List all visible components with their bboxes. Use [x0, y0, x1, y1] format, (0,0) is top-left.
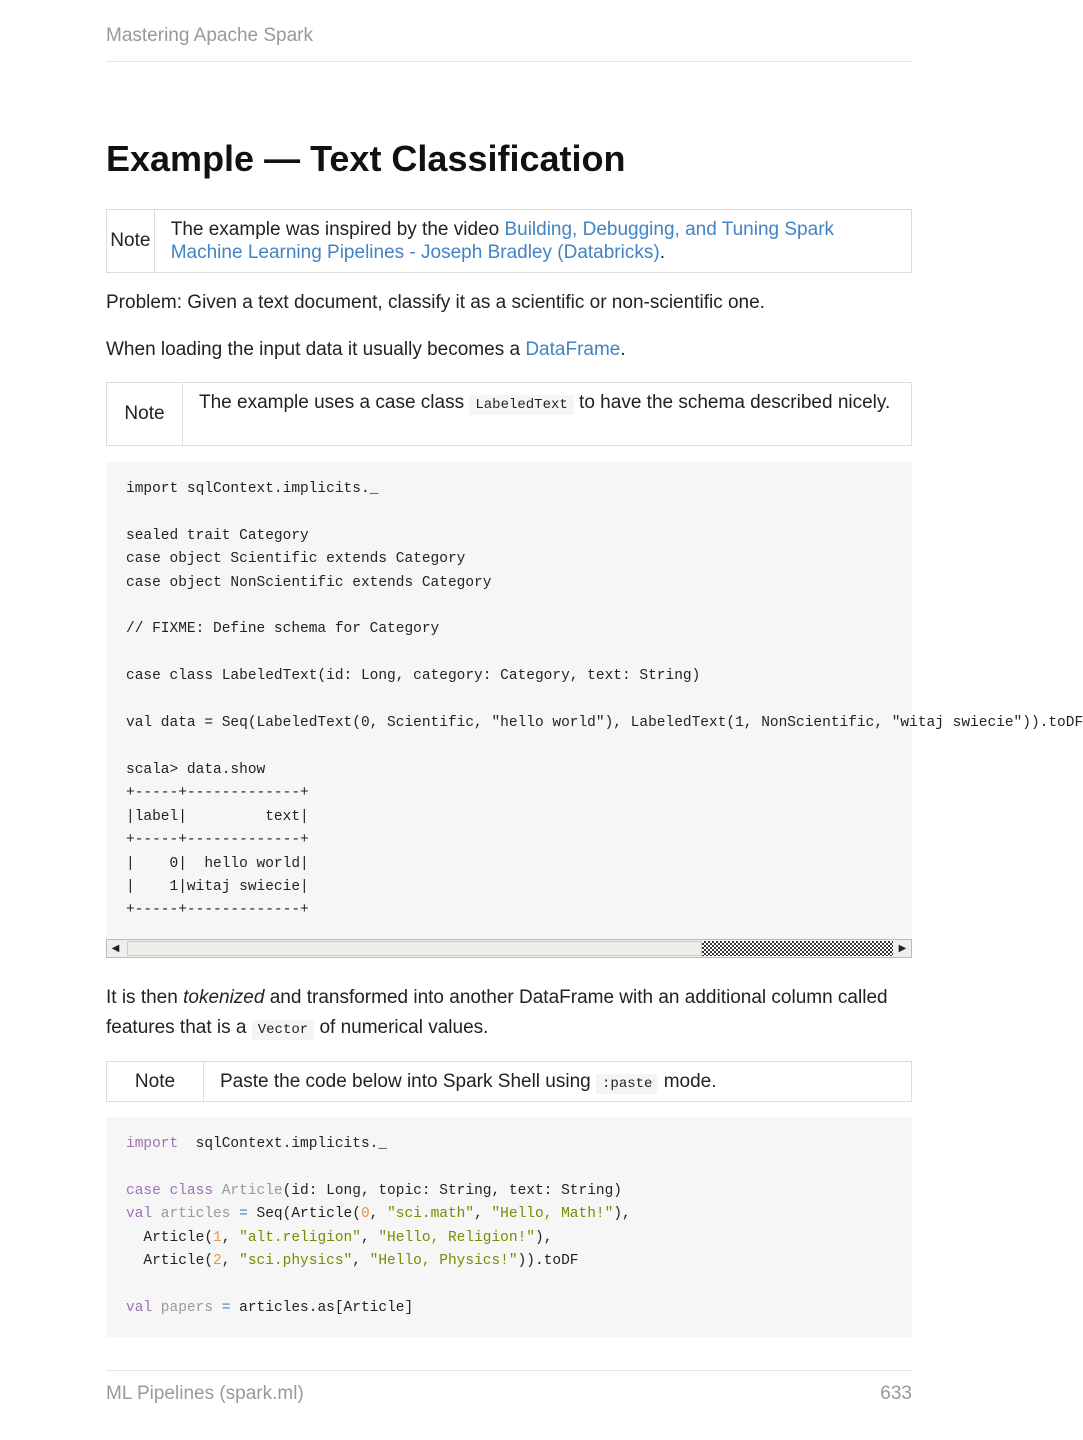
scroll-right-arrow-icon[interactable]: ▶ [894, 940, 911, 957]
code-token: "sci.physics" [239, 1253, 353, 1270]
code-token: , [221, 1253, 240, 1270]
code-token: "sci.math" [387, 1206, 475, 1223]
code-token: , [352, 1253, 370, 1270]
code-token: )).toDF [517, 1253, 579, 1270]
code-line [126, 1227, 892, 1250]
note-label: Note [107, 210, 155, 272]
text: of numerical values. [314, 1017, 489, 1038]
note-body [183, 383, 906, 445]
tokenized-paragraph [106, 983, 912, 1045]
inline-code: LabeledText [469, 395, 573, 415]
note-text-end: . [659, 242, 665, 263]
code-token: Article( [126, 1253, 214, 1270]
code-line [126, 1156, 892, 1179]
page-number: 633 [880, 1383, 912, 1404]
code-token: Article [213, 1182, 283, 1199]
code-token: = [239, 1206, 248, 1223]
note-label: Note [107, 383, 183, 445]
code-token: ), [613, 1206, 631, 1223]
text: . [620, 339, 626, 360]
code-token: papers [152, 1299, 222, 1316]
note-body [155, 210, 911, 272]
code-block-1 [106, 462, 1083, 939]
code-token: "Hello, Math!" [491, 1206, 614, 1223]
code-token: , [360, 1229, 379, 1246]
dataframe-link[interactable]: DataFrame [525, 339, 621, 360]
code-token: Article( [126, 1229, 214, 1246]
chapter-name: ML Pipelines (spark.ml) [106, 1383, 304, 1404]
code-line [126, 1133, 892, 1156]
running-header: Mastering Apache Spark [106, 25, 912, 62]
code-token: "Hello, Physics!" [369, 1253, 518, 1270]
text: Paste the code below into Spark Shell using [220, 1071, 597, 1092]
code-token: = [221, 1299, 231, 1316]
code-token: , [221, 1229, 240, 1246]
code-token: , [474, 1206, 492, 1223]
note-labeledtext [106, 382, 912, 446]
code-line [126, 1180, 892, 1203]
scrollbar-thumb[interactable] [127, 941, 702, 956]
page-title: Example — Text Classification [106, 138, 626, 179]
code-token: articles.as[Article] [230, 1299, 414, 1316]
code-token: "alt.religion" [239, 1229, 361, 1246]
problem-paragraph: Problem: Given a text document, classify it as a scientific or non-scientific one. [106, 292, 765, 313]
note-inspiration [106, 209, 912, 273]
code-token: 1 [213, 1229, 222, 1246]
emphasis: tokenized [183, 987, 265, 1008]
code-token: , [369, 1206, 388, 1223]
inline-code: Vector [252, 1020, 314, 1040]
horizontal-scrollbar[interactable] [106, 939, 912, 958]
code-token: case class [126, 1182, 214, 1199]
page-footer [106, 1370, 912, 1405]
text: mode. [658, 1071, 717, 1092]
code-line [126, 1250, 892, 1273]
code-token: articles [152, 1206, 240, 1223]
code-token: 0 [360, 1206, 370, 1223]
code-line [126, 1297, 892, 1320]
inline-code: :paste [596, 1074, 658, 1094]
scrollbar-trough[interactable] [702, 941, 894, 956]
video-link[interactable]: Building, Debugging, and Tuning Spark Machine Learning Pipelines - Joseph Bradley (Databricks) [170, 219, 835, 263]
code-token: sqlContext.implicits._ [178, 1136, 388, 1152]
code-text: import sqlContext.implicits._ sealed trait Category case object Scientific extends Category case object NonScientific extends Category // FIXME: Define schema for Category case class LabeledText(id: Long, category: Category, text: String) val data = Seq(LabeledText(0, Scientific, "hello world"), LabeledText(1, NonScientific, "witaj swiecie")).toDF scala> data.show +-----+-------------+ |label| text| +-----+-------------+ | 0| hello world| | 1|witaj swiecie| +-----+-------------+ [126, 481, 1083, 919]
note-text: The example was inspired by the video [170, 219, 505, 240]
code-token: import [126, 1136, 179, 1152]
code-token: 2 [213, 1253, 222, 1270]
scroll-left-arrow-icon[interactable]: ◀ [107, 940, 124, 957]
code-line [126, 1273, 892, 1296]
text: to have the schema described nicely. [573, 392, 891, 413]
note-label: Note [107, 1062, 204, 1101]
code-token: "Hello, Religion!" [378, 1229, 535, 1246]
loading-paragraph [106, 335, 912, 365]
code-token: val [126, 1206, 153, 1223]
text: and transformed into another DataFrame with an additional column called features that is a [106, 987, 888, 1038]
text: The example uses a case class [199, 392, 470, 413]
code-block-2 [106, 1117, 912, 1337]
code-line [126, 1203, 892, 1226]
note-body [204, 1062, 733, 1101]
code-token: Seq(Article( [247, 1206, 361, 1223]
code-token: (id: Long, topic: String, text: String) [282, 1182, 622, 1199]
note-paste [106, 1061, 912, 1102]
text: It is then [106, 987, 184, 1008]
code-token: val [126, 1299, 153, 1316]
text: When loading the input data it usually becomes a [106, 339, 526, 360]
code-text [106, 1117, 912, 1336]
code-token: ), [535, 1229, 553, 1246]
